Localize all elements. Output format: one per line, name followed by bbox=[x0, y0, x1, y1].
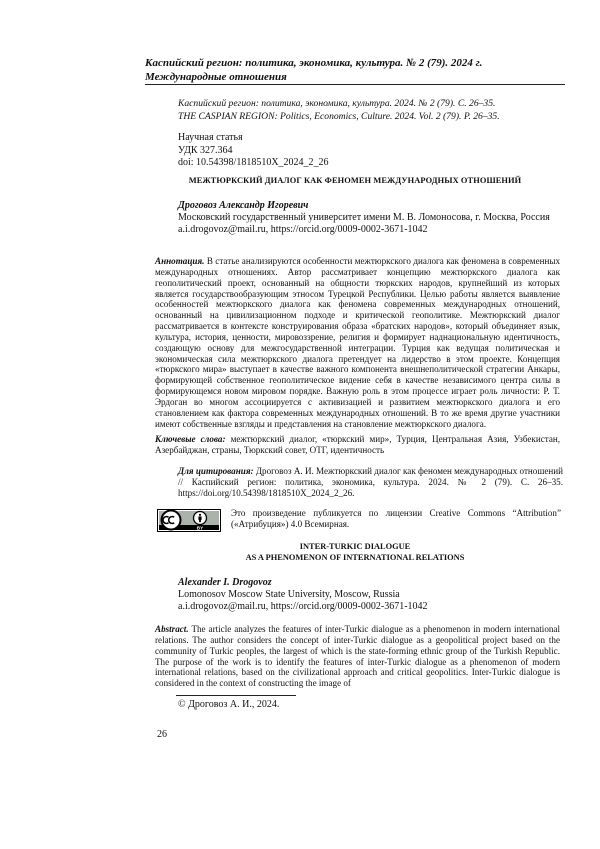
article-title-ru: МЕЖТЮРКСКИЙ ДИАЛОГ КАК ФЕНОМЕН МЕЖДУНАРОДНЫХ ОТНОШЕНИЙ bbox=[188, 176, 522, 185]
for-citation-text: Дроговоз А. И. Межтюркский диалог как феномен международных отношений // Каспийский регион: политика, экономика, культура. 2024. № 2 (79). С. 26–35. https://doi.org/10.54398/1818510X_2024_2_26. bbox=[178, 466, 563, 498]
running-header-journal: Каспийский регион: политика, экономика, культура. № 2 (79). 2024 г. bbox=[145, 57, 483, 69]
for-citation bbox=[178, 466, 563, 499]
abstract-en bbox=[155, 624, 560, 689]
author-name-ru: Дроговоз Александр Игоревич bbox=[178, 200, 309, 211]
abstract-label-en: Abstract. bbox=[155, 624, 189, 634]
author-affiliation-en: Lomonosov Moscow State University, Moscow, Russia bbox=[178, 589, 400, 601]
author-affiliation-ru: Московский государственный университет имени М. В. Ломоносова, г. Москва, Россия bbox=[178, 212, 550, 224]
header-divider bbox=[145, 84, 565, 85]
journal-citation-en: THE CASPIAN REGION: Politics, Economics, Culture. 2024. Vol. 2 (79). P. 26–35. bbox=[178, 110, 500, 122]
author-name-en: Alexander I. Drogovoz bbox=[178, 577, 272, 588]
cc-by-license-badge-icon bbox=[157, 509, 221, 532]
keywords-ru bbox=[155, 434, 560, 456]
license-text: Это произведение публикуется по лицензии Creative Commons “Attribution” («Атрибуция») 4.0 Всемирная. bbox=[231, 508, 561, 529]
journal-citation-ru: Каспийский регион: политика, экономика, культура. 2024. № 2 (79). С. 26–35. bbox=[178, 98, 496, 109]
copyright-footnote: © Дроговоз А. И., 2024. bbox=[178, 699, 280, 710]
footnote-divider bbox=[176, 695, 296, 696]
article-title-en-line2: AS A PHENOMENON OF INTERNATIONAL RELATIONS bbox=[245, 553, 465, 562]
running-header bbox=[145, 56, 565, 84]
journal-citation bbox=[178, 98, 568, 123]
author-block-ru bbox=[178, 200, 568, 237]
abstract-text-ru: В статье анализируются особенности межтюркского диалога как феномена в современных международных отношениях. Автор рассматривает концепцию межтюркского диалога как геополитический проект, основанный на общности тюркских народов, крупнейший из которых является государствообразующим этносом Турецкой Республики. Целью работы является выявление особенностей межтюркского диалога как феномена современных международных отношений, основанный на цивилизационном подходе и критической геополитике. Межтюркский диалог рассматривается в контексте конструирования образа «братских народов», который объединяет язык, культура, история, ценности, мировоззрение, религия и формирует наднациональную идентичность, создающую основу для межгосударственной интеграции. Турция как ведущая политическая и экономическая сила межтюркского диалога претендует на лидерство в этом проекте. Концепция «тюркского мира» выступает в качестве важного компонента внешнеполитической стратегии Анкары, формирующей собственное геополитическое видение себя в качестве независимого центра силы в формирующемся новом мировом порядке. Важную роль в этом процессе играет роль личности: Р. Т. Эрдоган во многом ассоциируется с активизацией и развитием межтюркского диалога и его становлением как фактора современных международных отношений. В то же время другие участники имеют собственные взгляды и представления на становление межтюркского диалога. bbox=[155, 256, 560, 429]
author-contacts-en: a.i.drogovoz@mail.ru, https://orcid.org/0009-0002-3671-1042 bbox=[178, 601, 428, 613]
article-title-en bbox=[145, 541, 565, 563]
udc-code: УДК 327.364 bbox=[178, 144, 233, 156]
keywords-label-ru: Ключевые слова: bbox=[155, 434, 226, 444]
abstract-ru bbox=[155, 256, 560, 430]
cc-badge-by-text: BY bbox=[196, 525, 204, 531]
author-block-en bbox=[178, 577, 568, 614]
article-type: Научная статья bbox=[178, 132, 243, 143]
abstract-text-en: The article analyzes the features of inter-Turkic dialogue as a phenomenon in modern international relations. The author considers the concept of inter-Turkic dialogue as a geopolitical project based on the community of Turkic peoples, the largest of which is the state-forming ethnic group of the Turkish Republic. The purpose of the work is to identify the features of inter-Turkic dialogue as a phenomenon of modern international relations, based on the civilizational approach and critical geopolitics. Inter-Turkic dialogue is considered in the context of constructing the image of bbox=[155, 624, 560, 689]
abstract-label-ru: Аннотация. bbox=[155, 256, 205, 266]
running-header-section: Международные отношения bbox=[145, 71, 287, 83]
article-meta bbox=[178, 132, 568, 170]
doi: doi: 10.54398/1818510X_2024_2_26 bbox=[178, 157, 329, 168]
keywords-text-ru: межтюркский диалог, «тюркский мир», Турция, Центральная Азия, Узбекистан, Азербайджан, страны, Тюркский совет, ОТГ, идентичность bbox=[155, 434, 561, 455]
for-citation-label: Для цитирования: bbox=[178, 466, 254, 476]
article-title-en-line1: INTER-TURKIC DIALOGUE bbox=[299, 542, 411, 551]
author-contacts-ru: a.i.drogovoz@mail.ru, https://orcid.org/0009-0002-3671-1042 bbox=[178, 224, 428, 236]
page-number: 26 bbox=[157, 729, 167, 740]
